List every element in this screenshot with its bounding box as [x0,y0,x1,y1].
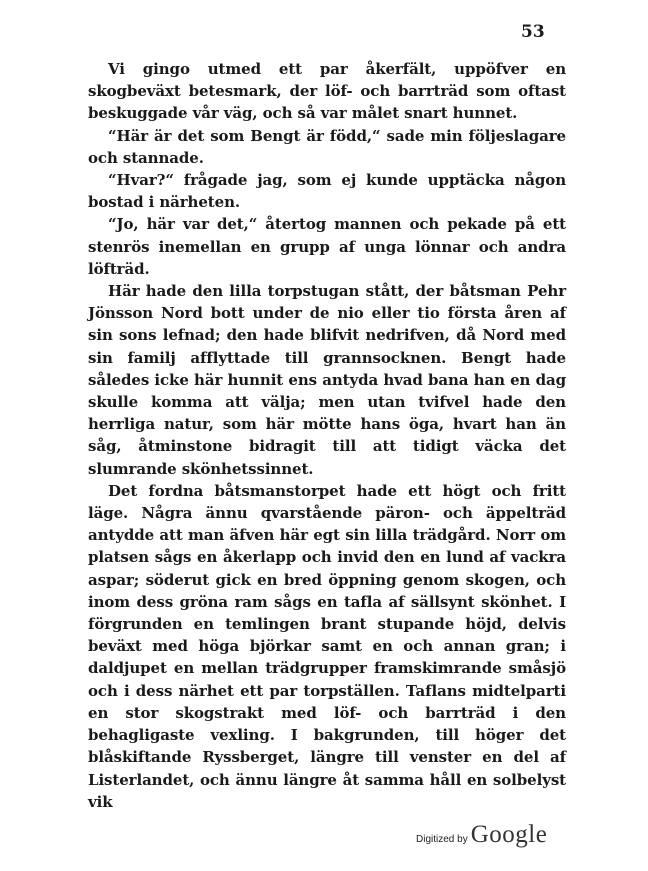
paragraph: Det fordna båtsmanstorpet hade ett högt och fritt läge. Några ännu qvarstående päron- och äppelträd antydde att man äfven här egt sin lilla trädgård. Norr om platsen sågs en åkerlapp och invid den en lund af vackra aspar; söderut gick en bred öppning genom skogen, och inom dess gröna ram sågs en tafla af sällsynt skönhet. I förgrunden en temlingen brant stupande höjd, delvis beväxt med höga björkar samt en och annan gran; i daldjupet en mellan trädgrupper framskimrande småsjö och i dess närhet ett par torpställen. Taflans midtelparti en stor skogstrakt med löf- och barrträd i den behagligaste vexling. I bakgrunden, till höger det blåskiftande Ryssberget, längre till venster en del af Listerlandet, och ännu längre åt samma håll en solbelyst vik [88,481,566,811]
body-text [88,58,566,813]
paragraph: “Hvar?“ frågade jag, som ej kunde upptäcka någon bostad i närheten. [88,171,566,212]
paragraph: Här hade den lilla torpstugan stått, der båtsman Pehr Jönsson Nord bott under de nio eller tio första åren af sin sons lefnad; den hade blifvit nedrifven, då Nord med sin familj afflyttade till grannsocknen. Bengt hade således icke här hunnit ens antyda hvad bana han en dag skulle komma att välja; men utan tvifvel hade den herrliga natur, som här mötte hans öga, hvart han än såg, åtminstone bidragit till att tidigt väcka det slumrande skönhetssinnet. [88,282,566,478]
paragraph: “Jo, här var det,“ återtog mannen och pekade på ett stenrös inemellan en grupp af unga lönnar och andra löfträd. [88,215,566,278]
page-number: 53 [521,22,545,42]
paragraph: “Här är det som Bengt är född,“ sade min följeslagare och stannade. [88,126,566,167]
digitized-watermark [416,821,547,849]
google-logo: Google [470,821,548,848]
paragraph: Vi gingo utmed ett par åkerfält, uppöfver en skogbeväxt betesmark, der löf- och barrträd som oftast beskuggade vår väg, och så var målet snart hunnet. [88,60,566,123]
watermark-prefix: Digitized by [416,834,468,845]
